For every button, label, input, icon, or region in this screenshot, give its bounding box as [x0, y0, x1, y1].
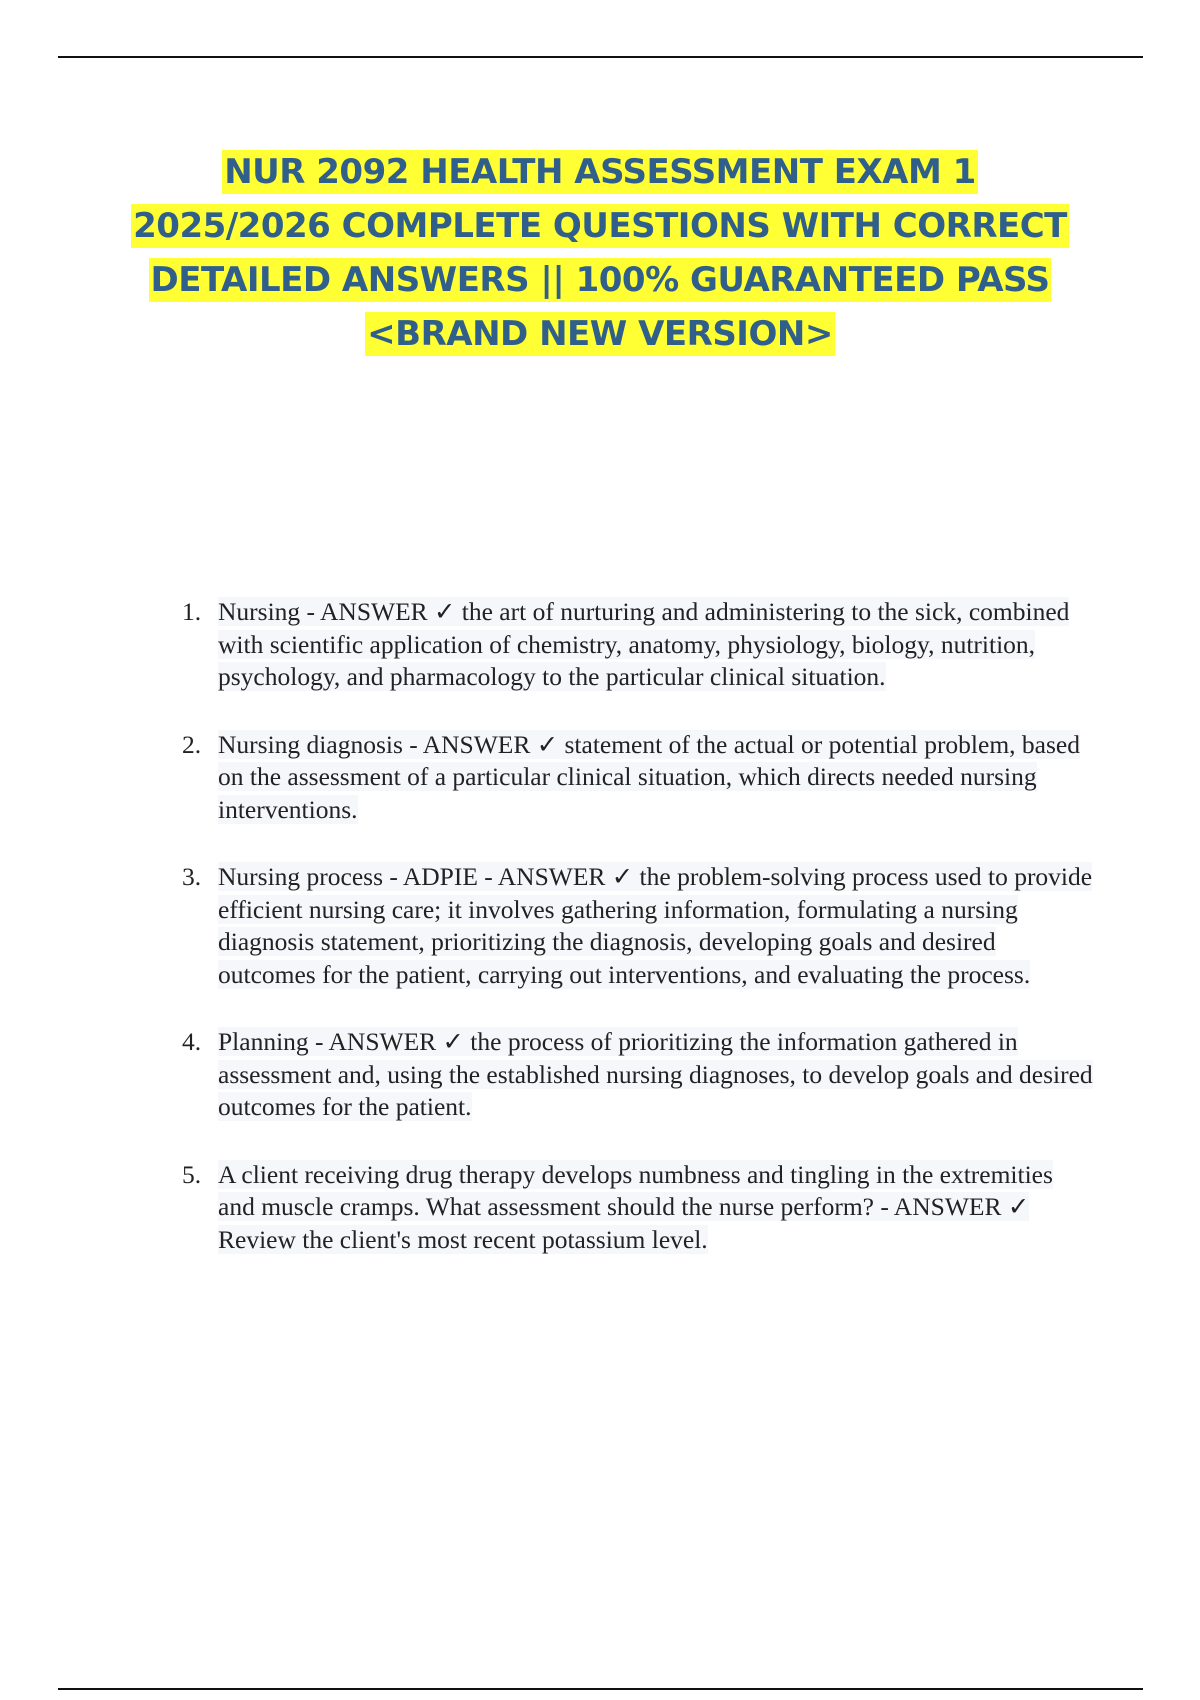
top-divider	[58, 56, 1143, 58]
qa-item-4	[165, 1026, 1095, 1124]
bottom-divider	[58, 1688, 1143, 1690]
qa-text: Nursing - ANSWER ✓ the art of nurturing and administering to the sick, combined with scientific application of chemistry, anatomy, physiology, biology, nutrition, psychology, and pharmacology to the particular clinical situation.	[218, 597, 1070, 691]
qa-item-3	[165, 861, 1095, 991]
qa-text: Nursing process - ADPIE - ANSWER ✓ the problem-solving process used to provide efficient nursing care; it involves gathering information, formulating a nursing diagnosis statement, prioritizing the diagnosis, developing goals and desired outcomes for the patient, carrying out interventions, and evaluating the process.	[218, 862, 1093, 989]
qa-number: 1.	[182, 597, 202, 626]
document-title	[100, 145, 1100, 361]
qa-text: Planning - ANSWER ✓ the process of prioritizing the information gathered in assessment and, using the established nursing diagnoses, to develop goals and desired outcomes for the patient.	[218, 1027, 1093, 1121]
qa-item-1	[165, 596, 1095, 694]
qa-text: Nursing diagnosis - ANSWER ✓ statement of the actual or potential problem, based on the assessment of a particular clinical situation, which directs needed nursing interventions.	[218, 729, 1080, 824]
qa-number: 3.	[182, 862, 202, 891]
question-answer-list	[165, 596, 1095, 1291]
title-line-3: DETAILED ANSWERS || 100% GUARANTEED PASS	[150, 260, 1050, 300]
qa-number: 4.	[182, 1027, 202, 1056]
title-line-4: <BRAND NEW VERSION>	[367, 314, 833, 354]
qa-text: A client receiving drug therapy develops numbness and tingling in the extremities and muscle cramps. What assessment should the nurse perform? - ANSWER ✓ Review the client's most recent potassium level.	[218, 1159, 1053, 1254]
title-line-1: NUR 2092 HEALTH ASSESSMENT EXAM 1	[224, 152, 976, 192]
qa-number: 2.	[182, 729, 202, 759]
qa-item-2	[165, 729, 1095, 827]
qa-number: 5.	[182, 1159, 202, 1189]
title-line-2: 2025/2026 COMPLETE QUESTIONS WITH CORRECT	[133, 206, 1067, 246]
qa-item-5	[165, 1159, 1095, 1257]
